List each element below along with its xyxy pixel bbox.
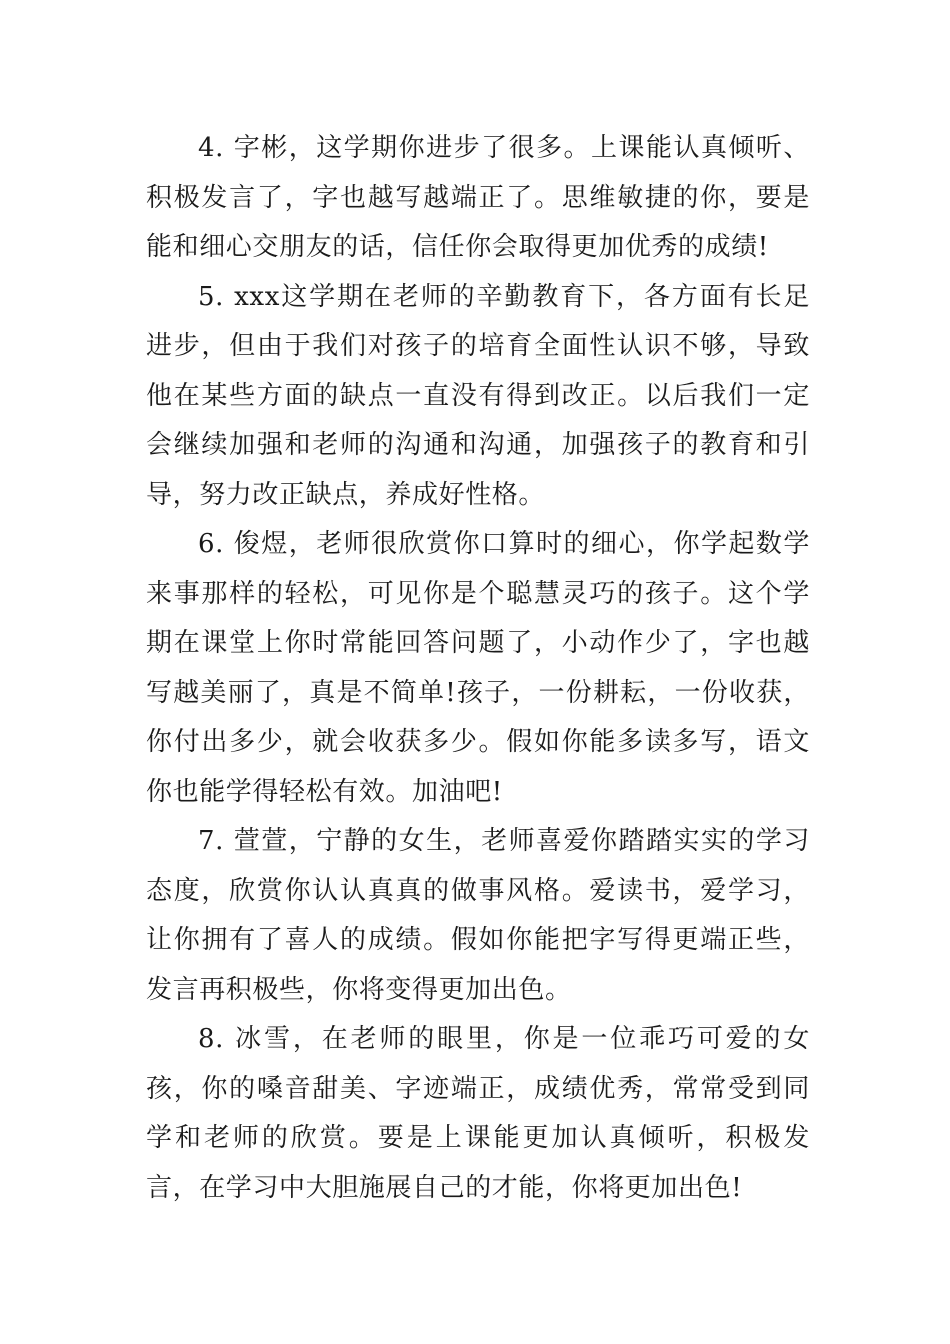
paragraph-7: 7. 萱萱，宁静的女生，老师喜爱你踏踏实实的学习态度，欣赏你认认真真的做事风格。爱读书，爱学习，让你拥有了喜人的成绩。假如你能把字写得更端正些，发言再积极些，你将变得更加出色。 bbox=[146, 826, 810, 1005]
paragraph-6: 6. 俊煜，老师很欣赏你口算时的细心，你学起数学来事那样的轻松，可见你是个聪慧灵巧的孩子。这个学期在课堂上你时常能回答问题了，小动作少了，字也越写越美丽了，真是不简单!孩子，一份耕耘，一份收获，你付出多少，就会收获多少。假如你能多读多写，语文你也能学得轻松有效。加油吧! bbox=[146, 529, 810, 807]
paragraph-5: 5. xxx这学期在老师的辛勤教育下，各方面有长足进步，但由于我们对孩子的培育全面性认识不够，导致他在某些方面的缺点一直没有得到改正。以后我们一定会继续加强和老师的沟通和沟通，加强孩子的教育和引导，努力改正缺点，养成好性格。 bbox=[146, 281, 810, 510]
paragraph-8: 8. 冰雪，在老师的眼里，你是一位乖巧可爱的女孩，你的嗓音甜美、字迹端正，成绩优秀，常常受到同学和老师的欣赏。要是上课能更加认真倾听，积极发言，在学习中大胆施展自己的才能，你将更加出色! bbox=[146, 1024, 810, 1203]
document-body bbox=[146, 124, 810, 1213]
paragraph-4: 4. 字彬，这学期你进步了很多。上课能认真倾听、积极发言了，字也越写越端正了。思维敏捷的你，要是能和细心交朋友的话，信任你会取得更加优秀的成绩! bbox=[146, 133, 810, 262]
